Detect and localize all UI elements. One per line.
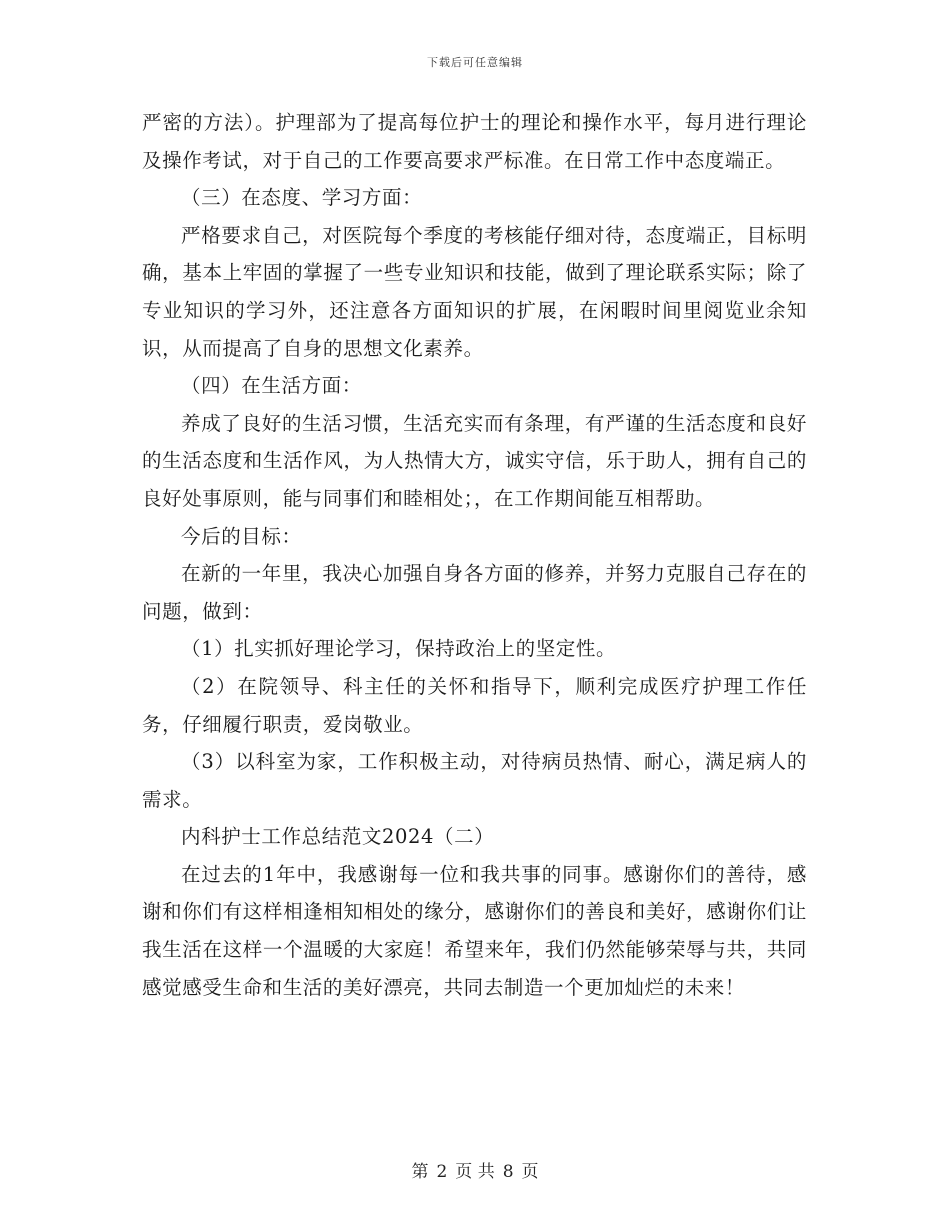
footer-current-page: 2: [436, 1162, 448, 1182]
paragraph-continuation: 严密的方法）。护理部为了提高每位护士的理论和操作水平，每月进行理论及操作考试，对于自己的工作要高要求严标准。在日常工作中态度端正。: [142, 111, 807, 172]
goal-item-3: （3）以科室为家，工作积极主动，对待病员热情、耐心，满足病人的需求。: [142, 750, 807, 811]
section-heading-attitude-study: （三）在态度、学习方面：: [181, 186, 423, 210]
footer-prefix: 第: [411, 1162, 429, 1182]
goal-item-1: （1）扎实抓好理论学习，保持政治上的坚定性。: [181, 637, 617, 661]
footer-suffix: 页: [521, 1162, 539, 1182]
paragraph-life: 养成了良好的生活习惯，生活充实而有条理，有严谨的生活态度和良好的生活态度和生活作风，为人热情大方，诚实守信，乐于助人，拥有自己的良好处事原则，能与同事们和睦相处；，在工作期间能互相帮助。: [142, 411, 807, 510]
paragraph-attitude-study: 严格要求自己，对医院每个季度的考核能仔细对待，态度端正，目标明确，基本上牢固的掌握了一些专业知识和技能，做到了理论联系实际；除了专业知识的学习外，还注意各方面知识的扩展，在闲暇时间里阅览业余知识，从而提高了自身的思想文化素养。: [142, 223, 807, 360]
article-title-part-two: 内科护士工作总结范文2024（二）: [181, 825, 495, 849]
footer-total-pages: 8: [502, 1162, 514, 1182]
page-footer: [0, 1157, 950, 1182]
page-header-note: 下载后可任意编辑: [427, 56, 523, 69]
paragraph-goals-intro: 在新的一年里，我决心加强自身各方面的修养，并努力克服自己存在的问题，做到：: [142, 562, 807, 623]
section-heading-goals: 今后的目标：: [181, 524, 302, 548]
section-heading-life: （四）在生活方面：: [181, 374, 362, 398]
paragraph-gratitude: 在过去的1年中，我感谢每一位和我共事的同事。感谢你们的善待，感谢和你们有这样相逢相知相处的缘分，感谢你们的善良和美好，感谢你们让我生活在这样一个温暖的大家庭！希望来年，我们仍然能够荣辱与共，共同感觉感受生命和生活的美好漂亮，共同去制造一个更加灿烂的未来！: [142, 862, 807, 999]
goal-item-2: （2）在院领导、科主任的关怀和指导下，顺利完成医疗护理工作任务，仔细履行职责，爱岗敬业。: [142, 674, 807, 736]
document-body: [142, 104, 807, 1006]
footer-middle: 页 共: [455, 1162, 495, 1182]
